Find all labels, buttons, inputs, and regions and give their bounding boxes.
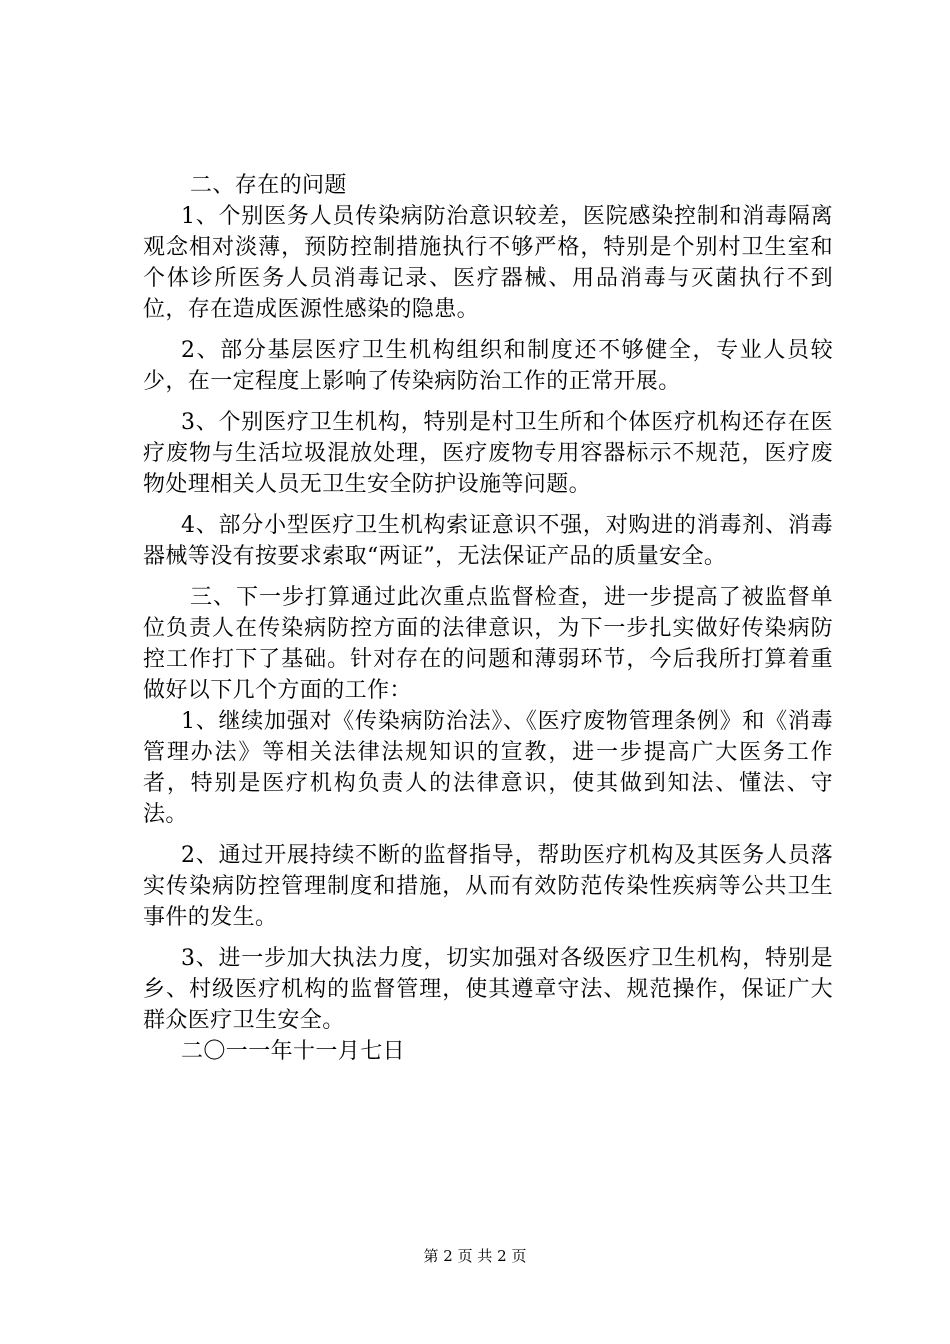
paragraph-problem-3: 3、个别医疗卫生机构，特别是村卫生所和个体医疗机构还存在医疗废物与生活垃圾混放处理，医疗废物专用容器标示不规范，医疗废物处理相关人员无卫生安全防护设施等问题。 [143,410,833,497]
paragraph-problem-4: 4、部分小型医疗卫生机构索证意识不强，对购进的消毒剂、消毒器械等没有按要求索取“两证”，无法保证产品的质量安全。 [143,513,833,569]
paragraph-next-steps: 三、下一步打算通过此次重点监督检查，进一步提高了被监督单位负责人在传染病防控方面的法律意识，为下一步扎实做好传染病防控工作打下了基础。针对存在的问题和薄弱环节，今后我所打算着重做好以下几个方面的工作： [143,585,833,703]
paragraph-step-1: 1、继续加强对《传染病防治法》、《医疗废物管理条例》和《消毒管理办法》等相关法律法规知识的宣教，进一步提高广大医务工作者，特别是医疗机构负责人的法律意识，使其做到知法、懂法、守法。 [143,709,833,827]
paragraph-problem-1: 1、个别医务人员传染病防治意识较差，医院感染控制和消毒隔离观念相对淡薄，预防控制措施执行不够严格，特别是个别村卫生室和个体诊所医务人员消毒记录、医疗器械、用品消毒与灭菌执行不到位，存在造成医源性感染的隐患。 [143,204,833,322]
paragraph-step-2: 2、通过开展持续不断的监督指导，帮助医疗机构及其医务人员落实传染病防控管理制度和措施，从而有效防范传染性疾病等公共卫生事件的发生。 [143,843,833,930]
document-date: 二〇一一年十一月七日 [181,1039,406,1064]
paragraph-step-3: 3、进一步加大执法力度，切实加强对各级医疗卫生机构，特别是乡、村级医疗机构的监督管理，使其遵章守法、规范操作，保证广大群众医疗卫生安全。 [143,946,833,1033]
page-footer [0,1245,950,1266]
section-heading: 二、存在的问题 [190,173,347,198]
paragraph-problem-2: 2、部分基层医疗卫生机构组织和制度还不够健全，专业人员较少，在一定程度上影响了传染病防治工作的正常开展。 [143,338,833,394]
page-number-label: 第 2 页 共 2 页 [423,1247,527,1265]
document-body [143,170,833,1067]
